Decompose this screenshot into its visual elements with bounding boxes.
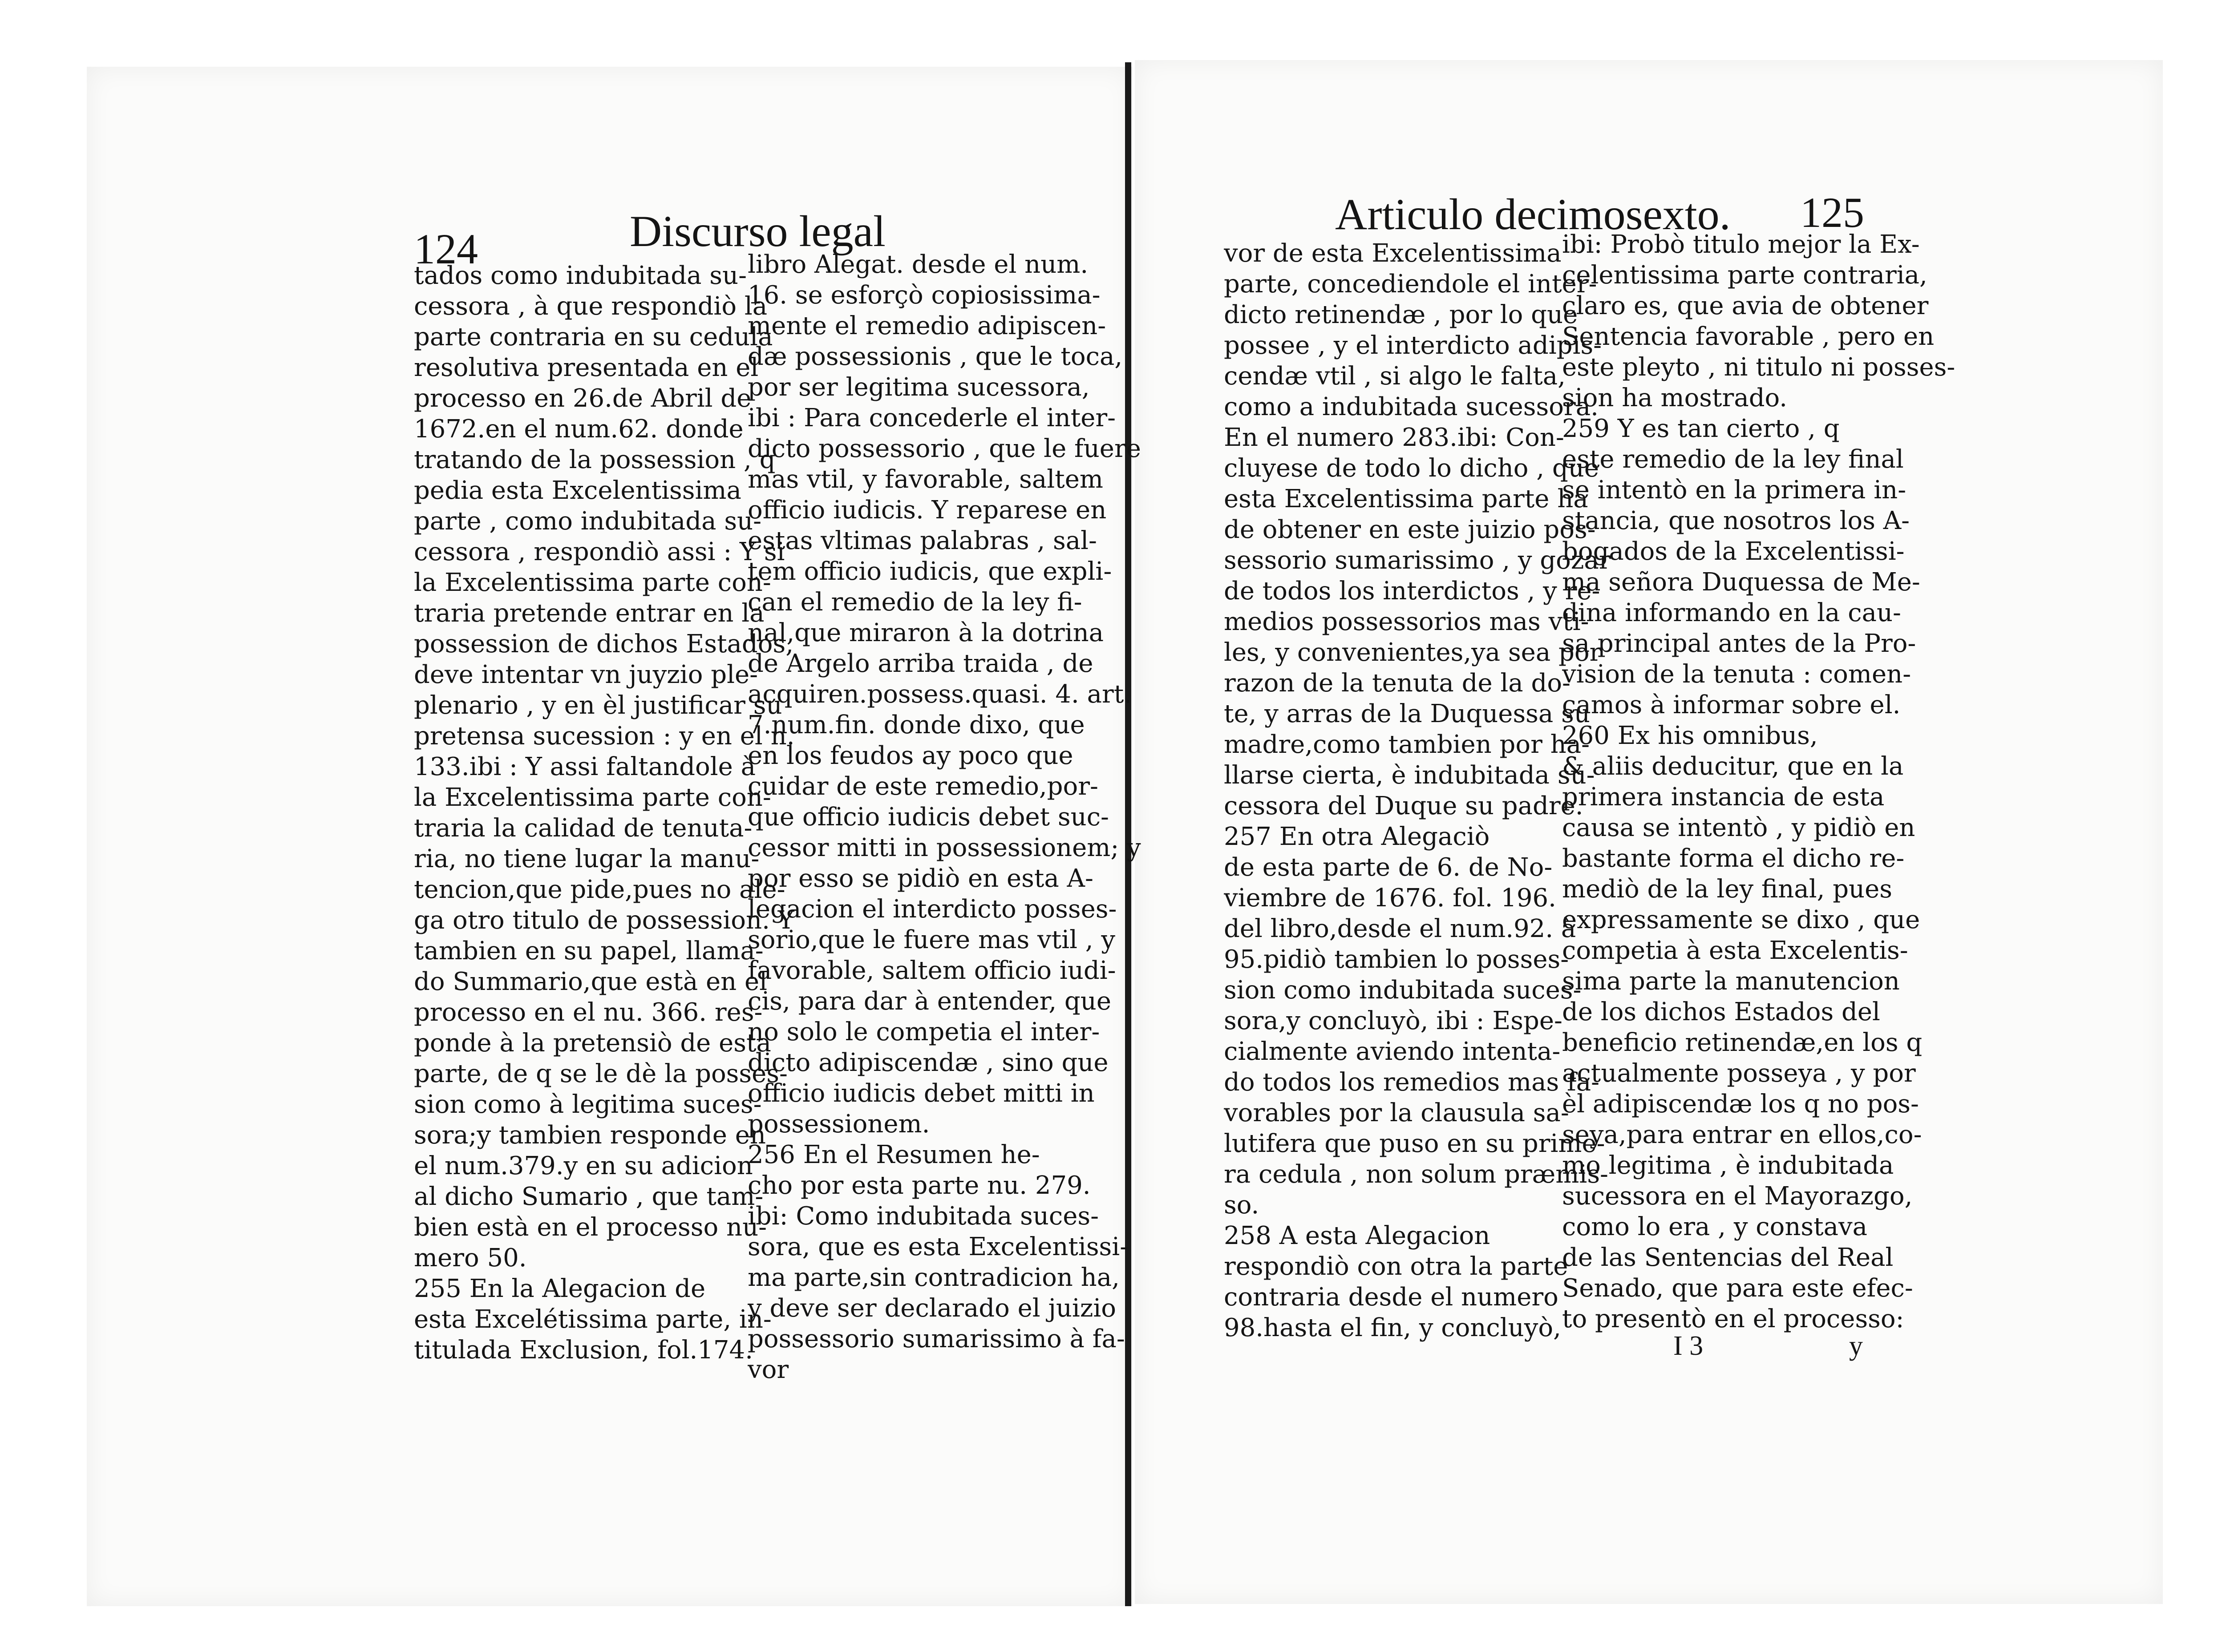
text-line: vor de esta Excelentissima xyxy=(1224,239,1562,268)
text-line: titulada Exclusion, fol.174. xyxy=(414,1336,753,1365)
text-line: 16. se esforçò copiosissima- xyxy=(748,281,1101,310)
text-line: stancia, que nosotros los A- xyxy=(1562,506,1910,535)
text-line: pedia esta Excelentissima xyxy=(414,476,741,505)
text-line: sora, que es esta Excelentissi- xyxy=(748,1232,1129,1261)
text-line: de Argelo arriba traida , de xyxy=(748,649,1093,678)
text-line: mero 50. xyxy=(414,1244,527,1272)
text-line: 255 En la Alegacion de xyxy=(414,1274,706,1303)
text-line: sora,y concluyò, ibi : Espe- xyxy=(1224,1006,1562,1035)
text-line: ibi: Probò titulo mejor la Ex- xyxy=(1562,230,1920,259)
text-line: 257 En otra Alegaciò xyxy=(1224,822,1490,851)
text-line: contraria desde el numero xyxy=(1224,1283,1558,1312)
text-line: como a indubitada sucessora. xyxy=(1224,392,1599,421)
text-line: respondiò con otra la parte xyxy=(1224,1252,1568,1281)
text-line: que officio iudicis debet suc- xyxy=(748,803,1109,832)
right-page-column-2 xyxy=(1562,229,1955,1334)
text-line: 260 Ex his omnibus, xyxy=(1562,721,1818,750)
text-line: cessora , respondiò assi : Y si xyxy=(414,537,785,566)
text-line: Senado, que para este efec- xyxy=(1562,1274,1913,1303)
text-line: mente el remedio adipiscen- xyxy=(748,311,1106,340)
text-line: ra cedula , non solum præmis- xyxy=(1224,1160,1608,1189)
text-line: do Summario,que està en el xyxy=(414,967,768,996)
text-line: officio iudicis. Y reparese en xyxy=(748,496,1107,525)
text-line: parte, de q se le dè la posses- xyxy=(414,1059,788,1088)
text-line: processo en 26.de Abril de xyxy=(414,384,752,413)
text-line: legacion el interdicto posses- xyxy=(748,895,1117,924)
text-line: cessora del Duque su padre. xyxy=(1224,792,1583,820)
text-line: de obtener en este juizio pos- xyxy=(1224,515,1596,544)
text-line: dicto adipiscendæ , sino que xyxy=(748,1048,1109,1077)
text-line: traria pretende entrar en la xyxy=(414,599,765,628)
text-line: to presentò en el processo: xyxy=(1562,1305,1904,1333)
text-line: sessorio sumarissimo , y gozar xyxy=(1224,546,1611,575)
text-line: parte contraria en su cedula xyxy=(414,323,773,351)
text-line: viembre de 1676. fol. 196. xyxy=(1224,884,1556,913)
text-line: do todos los remedios mas fa- xyxy=(1224,1068,1600,1097)
text-line: tambien en su papel, llama- xyxy=(414,937,764,965)
text-line: 258 A esta Alegacion xyxy=(1224,1221,1490,1250)
text-line: sion como à legitima suces- xyxy=(414,1090,762,1119)
text-line: so. xyxy=(1224,1191,1259,1220)
text-line: 98.hasta el fin, y concluyò, xyxy=(1224,1313,1561,1342)
text-line: esta Excelentissima parte ha xyxy=(1224,485,1588,513)
left-page-column-2 xyxy=(748,249,1141,1385)
text-line: 1672.en el num.62. donde xyxy=(414,415,744,444)
text-line: madre,como tambien por ha- xyxy=(1224,730,1590,759)
text-line: 7.num.fin. donde dixo, que xyxy=(748,711,1085,739)
text-line: tem officio iudicis, que expli- xyxy=(748,557,1112,586)
text-line: actualmente posseya , y por xyxy=(1562,1059,1916,1088)
text-line: bogados de la Excelentissi- xyxy=(1562,537,1905,566)
text-line: ma señora Duquessa de Me- xyxy=(1562,568,1920,597)
text-line: parte , como indubitada su- xyxy=(414,507,762,536)
text-line: de los dichos Estados del xyxy=(1562,998,1880,1026)
text-line: ponde à la pretensiò de esta xyxy=(414,1029,771,1058)
text-line: cessora , à que respondiò la xyxy=(414,292,768,321)
text-line: mas vtil, y favorable, saltem xyxy=(748,465,1103,494)
text-line: llarse cierta, è indubitada su- xyxy=(1224,761,1595,790)
text-line: deve intentar vn juyzio ple- xyxy=(414,660,758,689)
text-line: seya,para entrar en ellos,co- xyxy=(1562,1120,1922,1149)
text-line: expressamente se dixo , que xyxy=(1562,905,1920,934)
text-line: lutifera que puso en su prime- xyxy=(1224,1129,1605,1158)
text-line: se intentò en la primera in- xyxy=(1562,476,1906,505)
text-line: por ser legitima sucessora, xyxy=(748,373,1090,402)
text-line: 95.pidiò tambien lo posses- xyxy=(1224,945,1569,974)
right-page-column-1 xyxy=(1224,238,1611,1343)
text-line: este pleyto , ni titulo ni posses- xyxy=(1562,353,1955,382)
left-page-column-1 xyxy=(414,260,795,1365)
text-line: cessor mitti in possessionem; y xyxy=(748,833,1141,862)
text-line: tencion,que pide,pues no ale- xyxy=(414,875,785,904)
text-line: y deve ser declarado el juizio xyxy=(748,1294,1116,1323)
text-line: dicto retinendæ , por lo que xyxy=(1224,300,1578,329)
text-line: bastante forma el dicho re- xyxy=(1562,844,1905,873)
text-line: parte, concediendole el inter- xyxy=(1224,270,1597,299)
text-line: la Excelentissima parte con- xyxy=(414,568,771,597)
text-line: tados como indubitada su- xyxy=(414,261,747,290)
text-line: les, y convenientes,ya sea por xyxy=(1224,638,1602,667)
text-line: pretensa sucession : y en el n. xyxy=(414,722,795,751)
text-line: no solo le competia el inter- xyxy=(748,1018,1100,1046)
text-line: 133.ibi : Y assi faltandole à xyxy=(414,752,756,781)
text-line: ga otro titulo de possession. Y xyxy=(414,906,794,935)
text-line: plenario , y en èl justificar su xyxy=(414,691,782,720)
text-line: ibi : Para concederle el inter- xyxy=(748,404,1116,432)
text-line: vision de la tenuta : comen- xyxy=(1562,660,1911,689)
text-line: cuidar de este remedio,por- xyxy=(748,772,1098,801)
text-line: tratando de la possession , q xyxy=(414,445,776,474)
text-line: del libro,desde el num.92. à xyxy=(1224,914,1576,943)
text-line: dicto possessorio , que le fuere xyxy=(748,434,1141,463)
text-line: bien està en el processo nu- xyxy=(414,1213,767,1242)
text-line: processo en el nu. 366. res- xyxy=(414,998,763,1027)
text-line: beneficio retinendæ,en los q xyxy=(1562,1028,1923,1057)
text-line: ria, no tiene lugar la manu- xyxy=(414,844,760,873)
text-line: favorable, saltem officio iudi- xyxy=(748,956,1116,985)
text-line: este remedio de la ley final xyxy=(1562,445,1904,474)
text-line: razon de la tenuta de la do- xyxy=(1224,669,1570,698)
text-line: vor xyxy=(748,1355,789,1384)
text-line: de todos los interdictos , y re- xyxy=(1224,577,1600,606)
text-line: por esso se pidiò en esta A- xyxy=(748,864,1093,893)
text-line: çamos à informar sobre el. xyxy=(1562,691,1901,719)
text-line: libro Alegat. desde el num. xyxy=(748,250,1089,279)
text-line: dæ possessionis , que le toca, xyxy=(748,342,1123,371)
text-line: traria la calidad de tenuta- xyxy=(414,814,753,843)
text-line: possessorio sumarissimo à fa- xyxy=(748,1325,1125,1353)
text-line: cialmente aviendo intenta- xyxy=(1224,1037,1561,1066)
text-line: esta Excelétissima parte, in- xyxy=(414,1305,772,1334)
text-line: mediò de la ley final, pues xyxy=(1562,875,1892,904)
text-line: possessionem. xyxy=(748,1110,930,1139)
text-line: causa se intentò , y pidiò en xyxy=(1562,813,1915,842)
text-line: can el remedio de la ley fi- xyxy=(748,588,1082,617)
text-line: sa principal antes de la Pro- xyxy=(1562,629,1916,658)
catchword: y xyxy=(1849,1331,1863,1361)
text-line: como lo era , y constava xyxy=(1562,1212,1868,1241)
text-line: la Excelentissima parte con- xyxy=(414,783,771,812)
text-line: cis, para dar à entender, que xyxy=(748,987,1111,1016)
text-line: sora;y tambien responde en xyxy=(414,1121,766,1150)
text-line: sucessora en el Mayorazgo, xyxy=(1562,1182,1913,1211)
text-line: en los feudos ay poco que xyxy=(748,741,1073,770)
right-folio-number: 125 xyxy=(1800,189,1864,236)
text-line: sorio,que le fuere mas vtil , y xyxy=(748,925,1116,954)
text-line: 256 En el Resumen he- xyxy=(748,1140,1040,1169)
text-line: sion ha mostrado. xyxy=(1562,384,1788,412)
text-line: possession de dichos Estados, xyxy=(414,630,793,658)
text-line: & aliis deducitur, que en la xyxy=(1562,752,1904,781)
text-line: cluyese de todo lo dicho , que xyxy=(1224,454,1599,483)
text-line: 259 Y es tan cierto , q xyxy=(1562,414,1840,443)
text-line: èl adipiscendæ los q no pos- xyxy=(1562,1090,1919,1119)
text-line: te, y arras de la Duquessa su xyxy=(1224,699,1590,728)
text-line: primera instancia de esta xyxy=(1562,783,1885,812)
text-line: cho por esta parte nu. 279. xyxy=(748,1171,1091,1200)
text-line: medios possessorios mas vti- xyxy=(1224,607,1589,636)
text-line: ibi: Como indubitada suces- xyxy=(748,1202,1099,1231)
text-line: En el numero 283.ibi: Con- xyxy=(1224,423,1564,452)
text-line: celentissima parte contraria, xyxy=(1562,261,1927,290)
text-line: sima parte la manutencion xyxy=(1562,967,1900,996)
text-line: nal,que miraron à la dotrina xyxy=(748,618,1104,647)
text-line: dina informando en la cau- xyxy=(1562,598,1901,627)
text-line: vorables por la clausula sa- xyxy=(1224,1099,1569,1127)
text-line: possee , y el interdicto adipis- xyxy=(1224,331,1602,360)
left-folio-number: 124 xyxy=(414,225,478,273)
text-line: al dicho Sumario , que tam- xyxy=(414,1182,764,1211)
text-line: Sentencia favorable , pero en xyxy=(1562,322,1935,351)
text-line: competia à esta Excelentis- xyxy=(1562,936,1908,965)
text-line: claro es, que avia de obtener xyxy=(1562,291,1929,320)
text-line: cendæ vtil , si algo le falta, xyxy=(1224,362,1566,391)
right-running-head: Articulo decimosexto. xyxy=(1335,190,1731,239)
text-line: de esta parte de 6. de No- xyxy=(1224,853,1553,882)
text-line: acquiren.possess.quasi. 4. art. xyxy=(748,680,1132,709)
left-running-head: Discurso legal xyxy=(630,206,886,256)
text-line: estas vltimas palabras , sal- xyxy=(748,526,1097,555)
text-line: mo legitima , è indubitada xyxy=(1562,1151,1894,1180)
text-line: ma parte,sin contradicion ha, xyxy=(748,1263,1120,1292)
signature-mark: I 3 xyxy=(1673,1331,1704,1361)
text-line: officio iudicis debet mitti in xyxy=(748,1079,1095,1108)
text-line: resolutiva presentada en el xyxy=(414,353,759,382)
text-line: sion como indubitada suces- xyxy=(1224,976,1582,1005)
text-line: el num.379.y en su adicion xyxy=(414,1151,753,1180)
text-line: de las Sentencias del Real xyxy=(1562,1243,1894,1272)
